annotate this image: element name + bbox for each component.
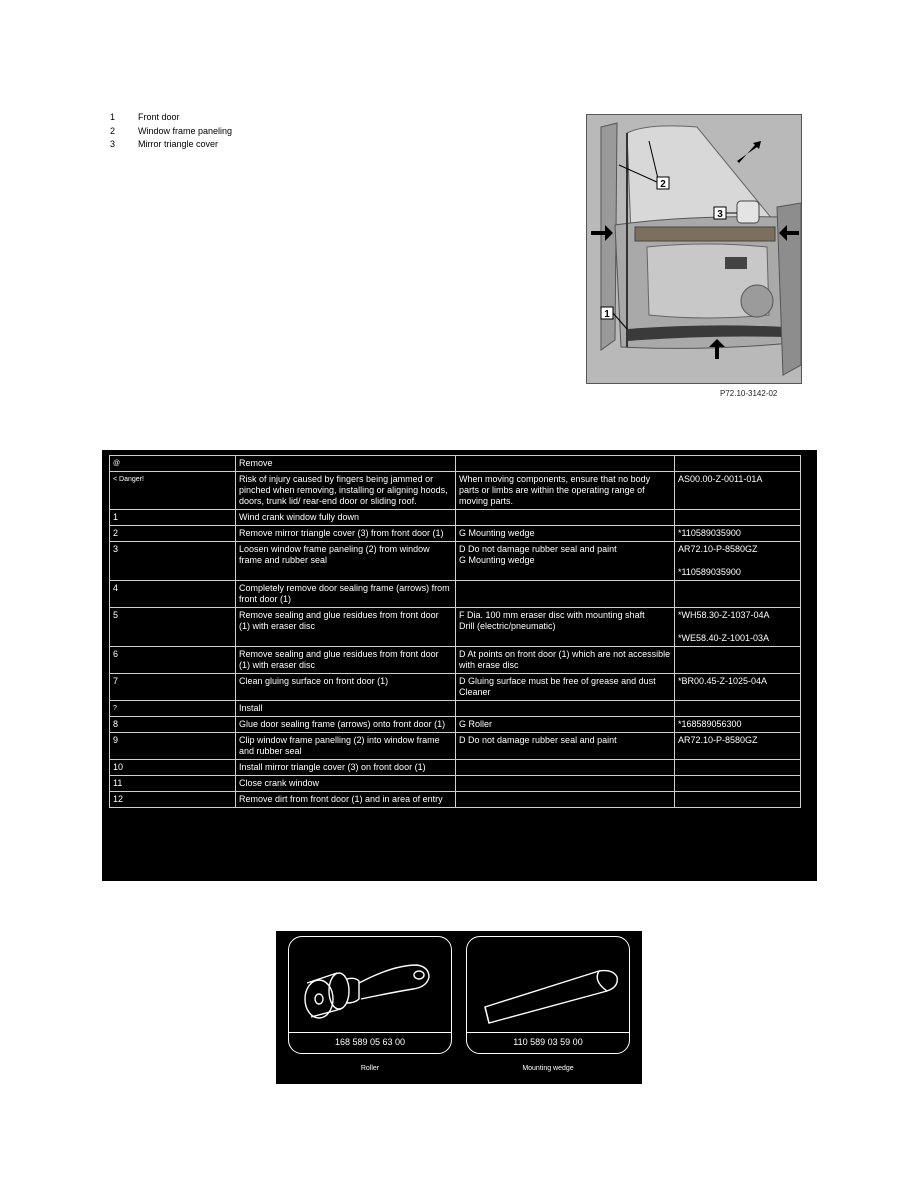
step-action: Remove xyxy=(236,456,456,472)
procedure-row xyxy=(110,701,801,717)
step-note xyxy=(456,717,675,733)
note-line: G Mounting wedge xyxy=(459,555,535,565)
procedure-row xyxy=(110,526,801,542)
step-number: 4 xyxy=(110,581,236,608)
step-number: 3 xyxy=(110,542,236,581)
note-line: D Do not damage rubber seal and paint xyxy=(459,544,617,554)
procedure-row xyxy=(110,792,801,808)
legend-number: 1 xyxy=(110,112,116,122)
step-action: Remove sealing and glue residues from front door (1) with eraser disc xyxy=(236,608,456,647)
step-action: Remove dirt from front door (1) and in area of entry xyxy=(236,792,456,808)
note-line: F Dia. 100 mm eraser disc with mounting shaft xyxy=(459,610,645,620)
step-action: Close crank window xyxy=(236,776,456,792)
note-line: When moving components, ensure that no body parts or limbs are within the operating range of moving parts. xyxy=(459,474,651,506)
note-line: D Do not damage rubber seal and paint xyxy=(459,735,617,745)
reference-code: *WH58.30-Z-1037-04A xyxy=(678,610,770,620)
tool-part-number: 168 589 05 63 00 xyxy=(334,1037,406,1047)
step-reference xyxy=(675,542,801,581)
step-number: 11 xyxy=(110,776,236,792)
figure-legend xyxy=(110,111,232,152)
step-action: Clip window frame panelling (2) into window frame and rubber seal xyxy=(236,733,456,760)
tool-roller xyxy=(286,936,454,1079)
callout-2: 2 xyxy=(660,179,666,190)
note-line: G Roller xyxy=(459,719,493,729)
procedure-body xyxy=(110,456,801,808)
legend-item xyxy=(110,138,232,152)
procedure-row xyxy=(110,717,801,733)
note-line: G Mounting wedge xyxy=(459,528,535,538)
reference-code: *110589035900 xyxy=(678,567,741,577)
tool-frame xyxy=(466,936,630,1054)
step-note xyxy=(456,456,675,472)
tool-frame xyxy=(288,936,452,1054)
legend-number: 2 xyxy=(110,125,116,136)
step-action: Remove mirror triangle cover (3) from front door (1) xyxy=(236,526,456,542)
step-reference xyxy=(675,760,801,776)
procedure-row xyxy=(110,674,801,701)
tool-name: Roller xyxy=(360,1065,380,1072)
step-note xyxy=(456,542,675,581)
figure-code: P72.10-3142-02 xyxy=(720,389,778,398)
step-number: 1 xyxy=(110,510,236,526)
step-action: Risk of injury caused by fingers being jammed or pinched when removing, installing or aligning hoods, doors, trunk lid/ rear-end door or sliding roof. xyxy=(236,472,456,510)
step-note xyxy=(456,733,675,760)
step-number: 12 xyxy=(110,792,236,808)
reference-code: *BR00.45-Z-1025-04A xyxy=(678,676,768,686)
step-reference xyxy=(675,733,801,760)
legend-label: Front door xyxy=(138,112,180,122)
step-number: @ xyxy=(110,456,236,472)
front-door-photo xyxy=(586,114,802,384)
step-reference xyxy=(675,776,801,792)
step-reference xyxy=(675,456,801,472)
step-reference xyxy=(675,526,801,542)
callout-3: 3 xyxy=(717,209,723,220)
step-note xyxy=(456,792,675,808)
step-reference xyxy=(675,510,801,526)
step-action: Wind crank window fully down xyxy=(236,510,456,526)
legend-item xyxy=(110,111,232,125)
step-reference xyxy=(675,717,801,733)
procedure-row xyxy=(110,542,801,581)
step-note xyxy=(456,760,675,776)
step-reference xyxy=(675,647,801,674)
procedure-row xyxy=(110,733,801,760)
procedure-row xyxy=(110,647,801,674)
step-number: ? xyxy=(110,701,236,717)
legend-label: Window frame paneling xyxy=(138,125,233,136)
reference-code: AS00.00-Z-0011-01A xyxy=(678,474,763,484)
special-tools xyxy=(276,931,642,1084)
step-reference xyxy=(675,674,801,701)
step-number: 9 xyxy=(110,733,236,760)
reference-code: AR72.10-P-8580GZ xyxy=(678,544,758,554)
step-note xyxy=(456,776,675,792)
step-note xyxy=(456,674,675,701)
step-number: 2 xyxy=(110,526,236,542)
step-number: 6 xyxy=(110,647,236,674)
step-number: 10 xyxy=(110,760,236,776)
step-note xyxy=(456,701,675,717)
tool-part-number: 110 589 03 59 00 xyxy=(513,1037,583,1047)
legend-label: Mirror triangle cover xyxy=(138,139,219,149)
procedure-row xyxy=(110,581,801,608)
step-note xyxy=(456,608,675,647)
step-action: Install xyxy=(236,701,456,717)
reference-code: *110589035900 xyxy=(678,528,741,538)
step-action: Glue door sealing frame (arrows) onto front door (1) xyxy=(236,717,456,733)
tool-divider xyxy=(467,1032,629,1033)
legend-item xyxy=(110,125,232,139)
tool-mounting-wedge xyxy=(464,936,632,1079)
reference-code: AR72.10-P-8580GZ xyxy=(678,735,758,745)
procedure-row xyxy=(110,510,801,526)
step-reference xyxy=(675,792,801,808)
step-note xyxy=(456,472,675,510)
note-line: Drill (electric/pneumatic) xyxy=(459,621,556,631)
step-number: 8 xyxy=(110,717,236,733)
step-reference xyxy=(675,701,801,717)
tool-name: Mounting wedge xyxy=(522,1065,574,1072)
step-action: Completely remove door sealing frame (arrows) from front door (1) xyxy=(236,581,456,608)
callout-1: 1 xyxy=(604,309,610,320)
legend-number: 3 xyxy=(110,139,116,149)
step-action: Loosen window frame paneling (2) from window frame and rubber seal xyxy=(236,542,456,581)
step-action: Install mirror triangle cover (3) on front door (1) xyxy=(236,760,456,776)
step-number: < Danger! xyxy=(110,472,236,510)
note-line: D At points on front door (1) which are not accessible with erase disc xyxy=(459,649,671,670)
step-action: Remove sealing and glue residues from front door (1) with eraser disc xyxy=(236,647,456,674)
procedure-row xyxy=(110,472,801,510)
note-line: Cleaner xyxy=(459,687,491,697)
procedure-table xyxy=(102,450,817,881)
step-reference xyxy=(675,608,801,647)
note-line: D Gluing surface must be free of grease and dust xyxy=(459,676,656,686)
step-reference xyxy=(675,581,801,608)
step-reference xyxy=(675,472,801,510)
procedure-row xyxy=(110,456,801,472)
reference-code: *WE58.40-Z-1001-03A xyxy=(678,633,770,643)
procedure-row xyxy=(110,760,801,776)
step-action: Clean gluing surface on front door (1) xyxy=(236,674,456,701)
reference-code: *168589056300 xyxy=(678,719,742,729)
step-note xyxy=(456,647,675,674)
step-note xyxy=(456,526,675,542)
step-note xyxy=(456,510,675,526)
tool-divider xyxy=(289,1032,451,1033)
procedure-row xyxy=(110,776,801,792)
step-number: 7 xyxy=(110,674,236,701)
step-number: 5 xyxy=(110,608,236,647)
step-note xyxy=(456,581,675,608)
procedure-row xyxy=(110,608,801,647)
